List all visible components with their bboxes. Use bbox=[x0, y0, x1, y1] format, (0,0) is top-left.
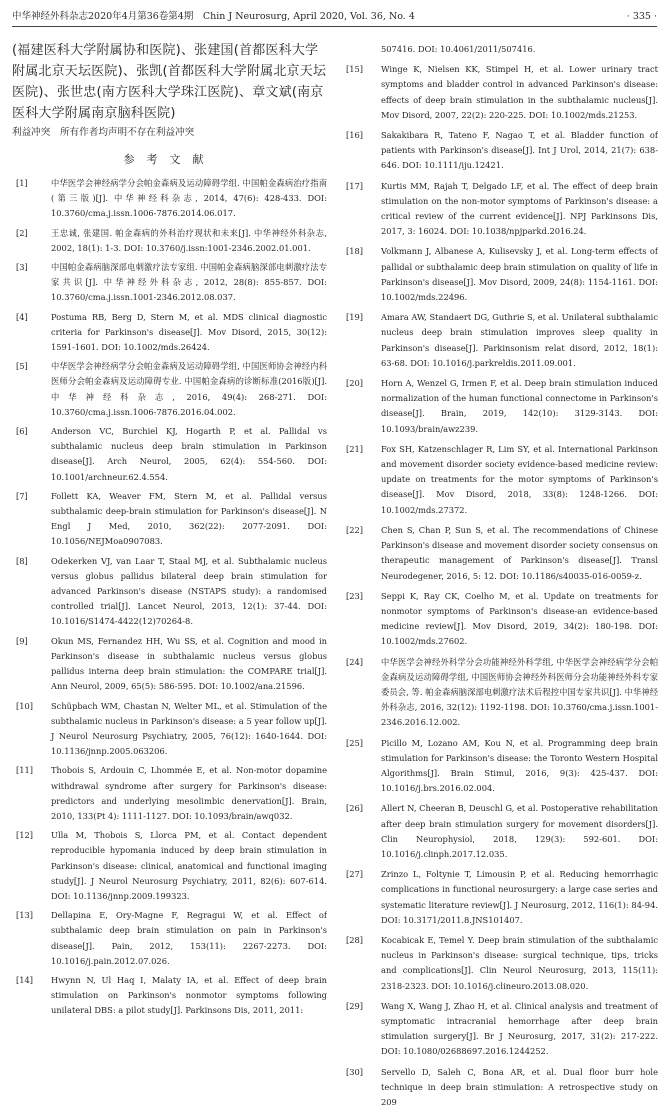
author-affiliations: (福建医科大学附属协和医院)、张建国(首都医科大学附属北京天坛医院)、张凯(首都医科大学附属北京天坛医院)、张世忠(南方医科大学珠江医院)、章文斌(南京医科大学附属南京脑科医院) bbox=[12, 43, 327, 121]
reference-item bbox=[12, 554, 327, 630]
conflict-statement: 利益冲突 所有作者均声明不存在利益冲突 bbox=[12, 127, 195, 138]
reference-text: Amara AW, Standaert DG, Guthrie S, et al. Unilateral subthalamic nucleus deep brain stimulation improves sleep quality in Parkinson's disease[J]. Parkinsonism relat disord, 2012, 18(1): 63-68. DOI: 10.1016/j.parkreldis.2011.09.001. bbox=[381, 312, 658, 368]
reference-number: [24] bbox=[346, 656, 364, 667]
running-header bbox=[12, 10, 657, 26]
reference-item bbox=[12, 226, 327, 256]
reference-text: Postuma RB, Berg D, Stern M, et al. MDS clinical diagnostic criteria for Parkinson's disease[J]. Mov Disord, 2015, 30(12): 1591-1601. DOI: 10.1002/mds.26424. bbox=[51, 311, 327, 353]
reference-item bbox=[342, 244, 658, 305]
reference-item bbox=[12, 176, 327, 222]
reference-text: Hwynn N, Ul Haq I, Malaty IA, et al. Effect of deep brain stimulation on Parkinson's nonmotor symptoms following unilateral DBS: a pilot study[J]. Parkinsons Dis, 2011, 2011: bbox=[51, 974, 327, 1016]
reference-text: 王忠诚, 张建国. 帕金森病的外科治疗现状和未来[J]. 中华神经外科杂志, 2002, 18(1): 1-3. DOI: 10.3760/j.issn:1001-2346.2002.01.001. bbox=[51, 227, 327, 253]
reference-item bbox=[12, 634, 327, 695]
reference-text: Sakakibara R, Tateno F, Nagao T, et al. Bladder function of patients with Parkinson's disease[J]. Int J Urol, 2014, 21(7): 638-646. DOI: 10.1111/iju.12421. bbox=[381, 130, 658, 171]
reference-text: Wang X, Wang J, Zhao H, et al. Clinical analysis and treatment of symptomatic intracranial hemorrhage after deep brain stimulation surgery[J]. Br J Neurosurg, 2017, 31(2): 217-222. DOI: 10.1080/02688697.2016.1244252. bbox=[381, 1000, 658, 1057]
reference-number: [27] bbox=[346, 869, 364, 880]
reference-item bbox=[342, 867, 658, 928]
reference-item bbox=[342, 376, 658, 437]
reference-list-left bbox=[12, 176, 327, 1019]
reference-text: Zrinzo L, Foltynie T, Limousin P, et al. Reducing hemorrhagic complications in functional neurosurgery: a large case series and systematic literature review[J]. J Neurosurg, 2012, 116(1): 84-94. DOI: 10.3171/2011.8.JNS101407. bbox=[381, 869, 658, 925]
reference-item bbox=[12, 908, 327, 969]
reference-text: Kurtis MM, Rajah T, Delgado LF, et al. The effect of deep brain stimulation on the non-motor symptoms of Parkinson's disease: a critical review of the current evidence[J]. NPJ Parkinsons Dis, 2017, 3: 16024. DOI: 10.1038/npjparkd.2016.24. bbox=[381, 180, 658, 237]
reference-number: [26] bbox=[346, 803, 364, 814]
reference-number: [18] bbox=[346, 246, 364, 257]
reference-number: [16] bbox=[346, 130, 364, 141]
reference-text: Picillo M, Lozano AM, Kou N, et al. Programming deep brain stimulation for Parkinson's disease: the Toronto Western Hospital Algorithms[J]. Brain Stimul, 2016, 9(3): 425-437. DOI: 10.1016/j.brs.2016.02.004. bbox=[381, 737, 658, 794]
reference-item bbox=[12, 699, 327, 760]
reference-text: Allert N, Cheeran B, Deuschl G, et al. Postoperative rehabilitation after deep brain stimulation surgery for movement disorders[J]. Clin Neurophysiol, 2018, 129(3): 592-601. DOI: 10.1016/j.clinph.2017.12.035. bbox=[381, 803, 658, 859]
reference-number: [2] bbox=[16, 227, 28, 238]
reference-text: Schüpbach WM, Chastan N, Welter ML, et al. Stimulation of the subthalamic nucleus in Parkinson's disease: a 5 year follow up[J]. J Neurol Neurosurg Psychiatry, 2005, 76(12): 1640-1644. DOI: 10.1136/jnnp.2005.063206. bbox=[51, 700, 327, 757]
reference-number: [29] bbox=[346, 1000, 364, 1011]
reference-continuation bbox=[342, 42, 658, 57]
reference-item bbox=[342, 589, 658, 650]
reference-text: Fox SH, Katzenschlager R, Lim SY, et al. International Parkinson and movement disorder society evidence-based medicine review: update on treatments for the motor symptoms of Parkinson's disease[J]. Mov Disord, 2018, 33(8): 1248-1266. DOI: 10.1002/mds.27372. bbox=[381, 443, 658, 515]
reference-item bbox=[12, 973, 327, 1019]
reference-text: Anderson VC, Burchiel KJ, Hogarth P, et al. Pallidal vs subthalamic nucleus deep brain stimulation in Parkinson disease[J]. Arch Neurol, 2005, 62(4): 554-560. DOI: 10.1001/archneur.62.4.554. bbox=[51, 426, 327, 482]
reference-item bbox=[12, 310, 327, 356]
reference-number: [17] bbox=[346, 180, 364, 191]
reference-number: [5] bbox=[16, 361, 28, 372]
reference-number: [23] bbox=[346, 590, 364, 601]
reference-item bbox=[342, 655, 658, 731]
reference-number: [11] bbox=[16, 765, 34, 776]
reference-item bbox=[342, 736, 658, 797]
journal-citation: 中华神经外科杂志2020年4月第36卷第4期 Chin J Neurosurg, April 2020, Vol. 36, No. 4 bbox=[12, 11, 415, 22]
reference-item bbox=[12, 260, 327, 306]
reference-text: Follett KA, Weaver FM, Stern M, et al. Pallidal versus subthalamic deep-brain stimulation for Parkinson's disease[J]. N Engl J Med, 2010, 362(22): 2077-2091. DOI: 10.1056/NEJMoa0907083. bbox=[51, 490, 327, 547]
reference-text: 中国帕金森病脑深部电刺激疗法专家组. 中国帕金森病脑深部电刺激疗法专家共识[J]. 中华神经外科杂志, 2012, 28(8): 855-857. DOI: 10.3760/cma.j.issn.1001-2346.2012.08.037. bbox=[51, 262, 327, 303]
reference-number: [30] bbox=[346, 1066, 364, 1077]
reference-number: [4] bbox=[16, 311, 28, 322]
reference-text: Chen S, Chan P, Sun S, et al. The recommendations of Chinese Parkinson's disease and movement disorder society consensus on therapeutic management of Parkinson's disease[J]. Transl Neurodegener, 2016, 5: 12. DOI: 10.1186/s40035-016-0059-z. bbox=[381, 524, 658, 581]
reference-item bbox=[342, 523, 658, 584]
reference-number: [3] bbox=[16, 262, 28, 273]
reference-text: Dellapina E, Ory-Magne F, Regragui W, et al. Effect of subthalamic deep brain stimulation on pain in Parkinson's disease[J]. Pain, 2012, 153(11): 2267-2273. DOI: 10.1016/j.pain.2012.07.026. bbox=[51, 910, 327, 966]
reference-text: Seppi K, Ray CK, Coelho M, et al. Update on treatments for nonmotor symptoms of Parkinson's disease-an evidence-based medicine review[J]. Mov Disord, 2019, 34(2): 180-198. DOI: 10.1002/mds.27602. bbox=[381, 590, 658, 647]
reference-number: [9] bbox=[16, 635, 28, 646]
header-rule bbox=[12, 26, 657, 27]
reference-item bbox=[12, 828, 327, 904]
reference-item bbox=[12, 359, 327, 420]
reference-number: [20] bbox=[346, 378, 364, 389]
reference-number: [25] bbox=[346, 737, 364, 748]
reference-number: [22] bbox=[346, 524, 364, 535]
reference-number: [19] bbox=[346, 312, 364, 323]
reference-item bbox=[342, 999, 658, 1060]
reference-text: Winge K, Nielsen KK, Stimpel H, et al. Lower urinary tract symptoms and bladder control in advanced Parkinson's disease: effects of deep brain stimulation in the subthalamic nucleus[J]. Mov Disord, 2007, 22(2): 220-225. DOI: 10.1002/mds.21253. bbox=[381, 64, 658, 120]
reference-number: [7] bbox=[16, 490, 28, 501]
reference-text: Okun MS, Fernandez HH, Wu SS, et al. Cognition and mood in Parkinson's disease in subthalamic nucleus versus globus pallidus interna deep brain stimulation: the COMPARE trial[J]. Ann Neurol, 2009, 65(5): 586-595. DOI: 10.1002/ana.21596. bbox=[51, 635, 327, 692]
reference-item bbox=[342, 62, 658, 123]
reference-number: [28] bbox=[346, 934, 364, 945]
reference-item bbox=[342, 933, 658, 994]
right-column bbox=[342, 42, 658, 1115]
references-heading: 参考文献 bbox=[123, 153, 216, 166]
reference-text: 507416. DOI: 10.4061/2011/507416. bbox=[381, 44, 536, 54]
reference-text: 中华医学会神经病学分会帕金森病及运动障碍学组. 中国帕金森病治疗指南(第三版)[J]. 中华神经科杂志, 2014, 47(6): 428-433. DOI: 10.3760/cma.j.issn.1006-7876.2014.06.017. bbox=[51, 178, 327, 219]
reference-number: [12] bbox=[16, 830, 34, 841]
reference-text: Horn A, Wenzel G, Irmen F, et al. Deep brain stimulation induced normalization of the human functional connectome in Parkinson's disease[J]. Brain, 2019, 142(10): 3129-3143. DOI: 10.1093/brain/awz239. bbox=[381, 378, 658, 434]
reference-number: [15] bbox=[346, 64, 364, 75]
left-column bbox=[12, 40, 327, 1023]
reference-text: Volkmann J, Albanese A, Kulisevsky J, et al. Long-term effects of pallidal or subthalamic deep brain stimulation on quality of life in Parkinson's disease[J]. Mov Disord, 2009, 24(8): 1154-1161. DOI: 10.1002/mds.22496. bbox=[381, 246, 658, 303]
reference-text: Ulla M, Thobois S, Llorca PM, et al. Contact dependent reproducible hypomania induced by deep brain stimulation in Parkinson's disease: clinical, anatomical and functional imaging study[J]. J Neurol Neurosurg Psychiatry, 2011, 82(6): 607-614. DOI: 10.1136/jnnp.2009.199323. bbox=[51, 830, 327, 901]
reference-item bbox=[12, 489, 327, 550]
reference-item bbox=[342, 801, 658, 862]
reference-number bbox=[342, 42, 381, 57]
reference-text: Odekerken VJ, van Laar T, Staal MJ, et al. Subthalamic nucleus versus globus pallidus bilateral deep brain stimulation for advanced Parkinson's disease (NSTAPS study): a randomised controlled trial[J]. Lancet Neurol, 2013, 12(1): 37-44. DOI: 10.1016/S1474-4422(12)70264-8. bbox=[51, 555, 327, 627]
reference-item bbox=[342, 1065, 658, 1111]
reference-item bbox=[342, 179, 658, 240]
reference-text: 中华医学会神经病学分会帕金森病及运动障碍学组, 中国医师协会神经内科医师分会帕金森病及运动障碍专业. 中国帕金森病的诊断标准(2016版)[J]. 中华神经科杂志, 2016, 49(4): 268-271. DOI: 10.3760/cma.j.issn.1006-7876.2016.04.002. bbox=[51, 361, 327, 417]
reference-item bbox=[342, 310, 658, 371]
reference-number: [1] bbox=[16, 178, 28, 188]
reference-item bbox=[342, 128, 658, 174]
reference-number: [13] bbox=[16, 910, 34, 921]
reference-text: Kocabicak E, Temel Y. Deep brain stimulation of the subthalamic nucleus in Parkinson's disease: surgical technique, tips, tricks and complications[J]. Clin Neurol Neurosurg, 2013, 115(11): 2318-2323. DOI: 10.1016/j.clineuro.2013.08.020. bbox=[381, 934, 658, 991]
reference-item bbox=[12, 763, 327, 824]
reference-text: Servello D, Saleh C, Bona AR, et al. Dual floor burr hole technique in deep brain stimulation: A retrospective study on 209 bbox=[381, 1066, 658, 1107]
reference-item bbox=[12, 424, 327, 485]
reference-list-right bbox=[342, 62, 658, 1110]
page-number: · 335 · bbox=[626, 11, 657, 22]
reference-number: [10] bbox=[16, 700, 34, 711]
reference-text: Thobois S, Ardouin C, Lhommée E, et al. Non-motor dopamine withdrawal syndrome after surgery for Parkinson's disease: predictors and underlying mesolimbic denervation[J]. Brain, 2010, 133(Pt 4): 1111-1127. DOI: 10.1093/brain/awq032. bbox=[51, 765, 327, 821]
reference-number: [14] bbox=[16, 974, 34, 985]
reference-number: [21] bbox=[346, 443, 364, 454]
reference-item bbox=[342, 442, 658, 518]
reference-number: [8] bbox=[16, 555, 28, 566]
reference-number: [6] bbox=[16, 426, 28, 437]
reference-text: 中华医学会神经外科学分会功能神经外科学组, 中华医学会神经病学分会帕金森病及运动障碍学组, 中国医师协会神经外科医师分会功能神经外科专家委员会, 等. 帕金森病脑深部电刺激疗法术后程控中国专家共识[J]. 中华神经外科杂志, 2016, 32(12): 1192-1198. DOI: 10.3760/cma.j.issn.1001-2346.2016.12.002. bbox=[381, 656, 658, 728]
